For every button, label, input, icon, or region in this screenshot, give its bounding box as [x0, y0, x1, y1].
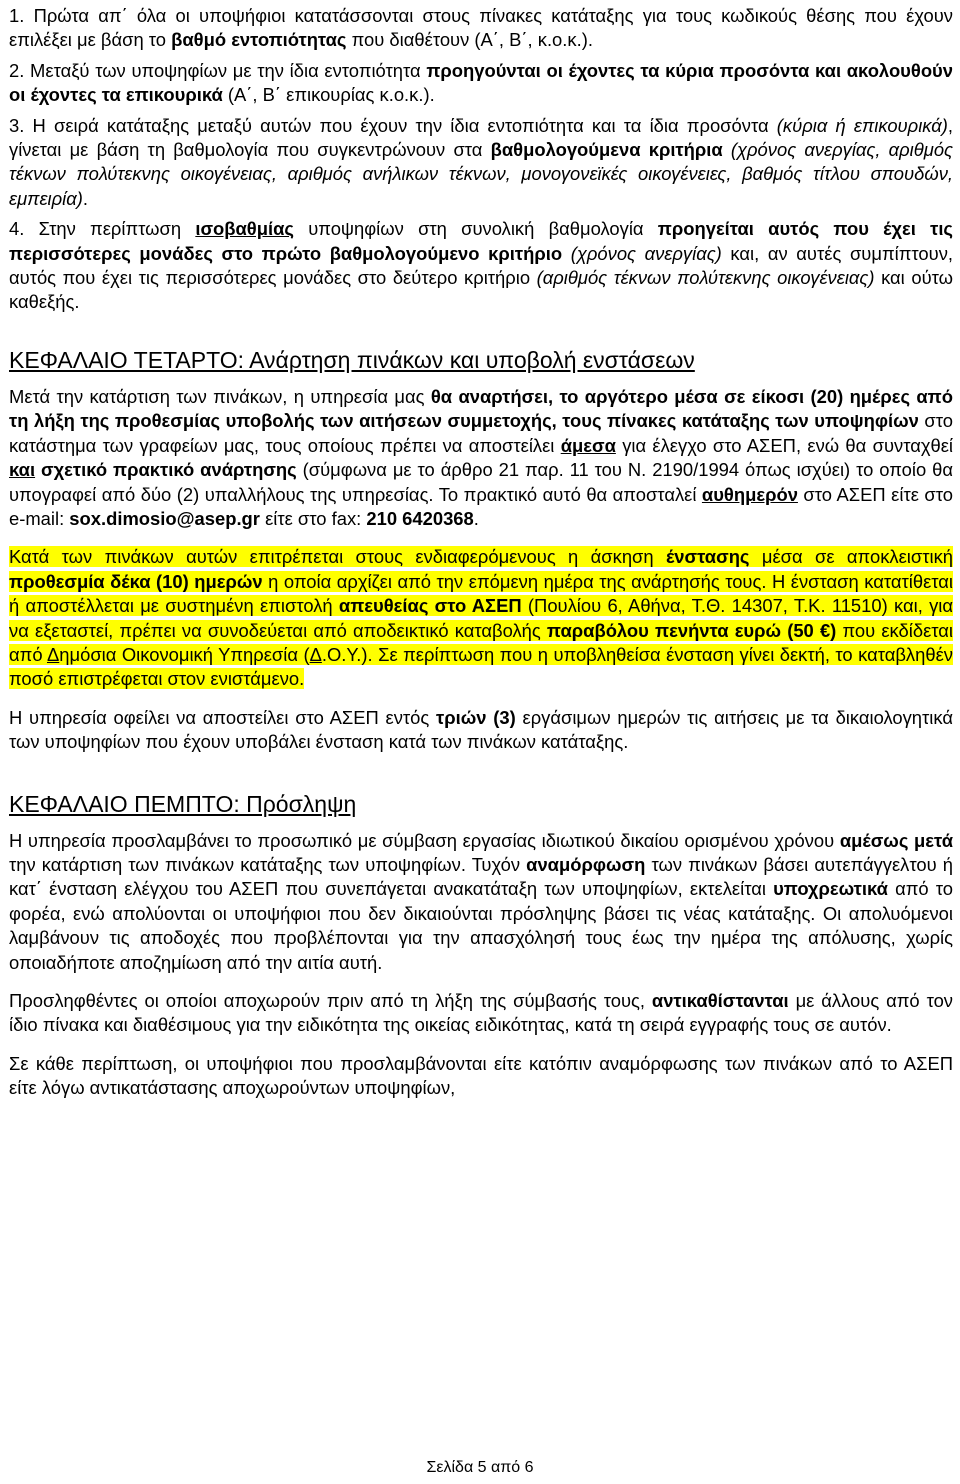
list-item-3: 3. Η σειρά κατάταξης μεταξύ αυτών που έχουν την ίδια εντοπιότητα και τα ίδια προσόντα (κύρια ή επικουρικά), γίνεται με βάση τη βαθμολογία που συγκεντρώνουν στα βαθμολογούμενα κριτήρια (χρόνος ανεργίας, αριθμός τέκνων πολύτεκνης οικογένειας, αριθμός ανήλικων τέκνων, μονογονεϊκές οικογένειες, βαθμός τίτλου σπουδών, εμπειρία). — [9, 114, 953, 209]
document-page — [9, 4, 953, 1101]
chapter-5-paragraph-2: Προσληφθέντες οι οποίοι αποχωρούν πριν από τη λήξη της σύμβασής τους, αντικαθίστανται με άλλους από τον ίδιο πίνακα και διαθέσιμους για την ειδικότητα της οικείας ειδικότητας, κατά τη σειρά εγγραφής τους σε αυτόν. — [9, 990, 953, 1036]
list-item-4: 4. Στην περίπτωση ισοβαθμίας υποψηφίων στη συνολική βαθμολογία προηγείται αυτός που έχει τις περισσότερες μονάδες στο πρώτο βαθμολογούμενο κριτήριο (χρόνος ανεργίας) και, αν αυτές συμπίπτουν, αυτός που έχει τις περισσότερες μονάδες στο δεύτερο κριτήριο (αριθμός τέκνων πολύτεκνης οικογένειας) και ούτω καθεξής. — [9, 218, 954, 313]
chapter-5-paragraph-3: Σε κάθε περίπτωση, οι υποψήφιοι που προσλαμβάνονται είτε κατόπιν αναμόρφωσης των πινάκων από το ΑΣΕΠ είτε λόγω αντικατάστασης αποχωρούντων υποψηφίων, — [9, 1052, 953, 1099]
chapter-4-paragraph-3: Η υπηρεσία οφείλει να αποστείλει στο ΑΣΕΠ εντός τριών (3) εργάσιμων ημερών τις αιτήσεις με τα δικαιολογητικά των υποψηφίων που έχουν υποβάλει ένσταση κατά των πινάκων κατάταξης. — [9, 706, 953, 753]
chapter-5-paragraph-1: Η υπηρεσία προσλαμβάνει το προσωπικό με σύμβαση εργασίας ιδιωτικού δικαίου ορισμένου χρόνου αμέσως μετά την κατάρτιση των πινάκων κατάταξης των υποψηφίων. Τυχόν αναμόρφωση των πινάκων βάσει αυτεπάγγελτου ή κατ΄ ένσταση ελέγχου του ΑΣΕΠ που συνεπάγεται ανακατάταξη των υποψηφίων, εκτελείται υποχρεωτικά από το φορέα, ενώ απολύονται οι υποψήφιοι που δεν δικαιούνται πρόσληψης βάσει τις νέας κατάταξης. Οι απολυόμενοι λαμβάνουν τις αποδοχές που προβλέπονται για την απασχόλησή τους έως την ημέρα της απόλυσης, χωρίς οποιαδήποτε αποζημίωση από την αιτία αυτή. — [9, 829, 953, 973]
list-item-2: 2. Μεταξύ των υποψηφίων με την ίδια εντοπιότητα προηγούνται οι έχοντες τα κύρια προσόντα και ακολουθούν οι έχοντες τα επικουρικά (Α΄, Β΄ επικουρίας κ.ο.κ.). — [9, 59, 953, 106]
page-number-footer: Σελίδα 5 από 6 — [426, 1459, 534, 1476]
chapter-4-heading: ΚΕΦΑΛΑΙΟ ΤΕΤΑΡΤΟ: Ανάρτηση πινάκων και υποβολή ενστάσεων — [9, 346, 695, 373]
chapter-4-paragraph-1: Μετά την κατάρτιση των πινάκων, η υπηρεσία μας θα αναρτήσει, το αργότερο μέσα σε είκοσι (20) ημέρες από τη λήξη της προθεσμίας υποβολής των αιτήσεων συμμετοχής, τους πίνακες κατάταξης των υποψηφίων στο κατάστημα των γραφείων μας, τους οποίους πρέπει να αποστείλει άμεσα για έλεγχο στο ΑΣΕΠ, ενώ θα συνταχθεί και σχετικό πρακτικό ανάρτησης (σύμφωνα με το άρθρο 21 παρ. 11 του Ν. 2190/1994 όπως ισχύει) το οποίο θα υπογραφεί από δύο (2) υπαλλήλους της υπηρεσίας. Το πρακτικό αυτό θα αποσταλεί αυθημερόν στο ΑΣΕΠ είτε στο e-mail: sox.dimosio@asep.gr είτε στο fax: 210 6420368. — [9, 385, 953, 529]
list-item-1: 1. Πρώτα απ΄ όλα οι υποψήφιοι κατατάσσονται στους πίνακες κατάταξης για τους κωδικούς θέσης που έχουν επιλέξει με βάση το βαθμό εντοπιότητας που διαθέτουν (Α΄, Β΄, κ.ο.κ.). — [9, 5, 953, 51]
chapter-4-paragraph-2-highlighted: Κατά των πινάκων αυτών επιτρέπεται στους ενδιαφερόμενους η άσκηση ένστασης μέσα σε αποκλειστική προθεσμία δέκα (10) ημερών η οποία αρχίζει από την επόμενη ημέρα της ανάρτησής τους. Η ένσταση κατατίθεται ή αποστέλλεται με συστημένη επιστολή απευθείας στο ΑΣΕΠ (Πουλίου 6, Αθήνα, Τ.Θ. 14307, Τ.Κ. 11510) και, για να εξεταστεί, πρέπει να συνοδεύεται από αποδεικτικό καταβολής παραβόλου πενήντα ευρώ (50 €) που εκδίδεται από Δημόσια Οικονομική Υπηρεσία (Δ.Ο.Υ.). Σε περίπτωση που η υποβληθείσα ένσταση γίνει δεκτή, το καταβληθέν ποσό επιστρέφεται στον ενιστάμενο. — [9, 546, 953, 690]
chapter-5-heading: ΚΕΦΑΛΑΙΟ ΠΕΜΠΤΟ: Πρόσληψη — [9, 790, 357, 817]
ranking-rules-list — [9, 4, 953, 315]
